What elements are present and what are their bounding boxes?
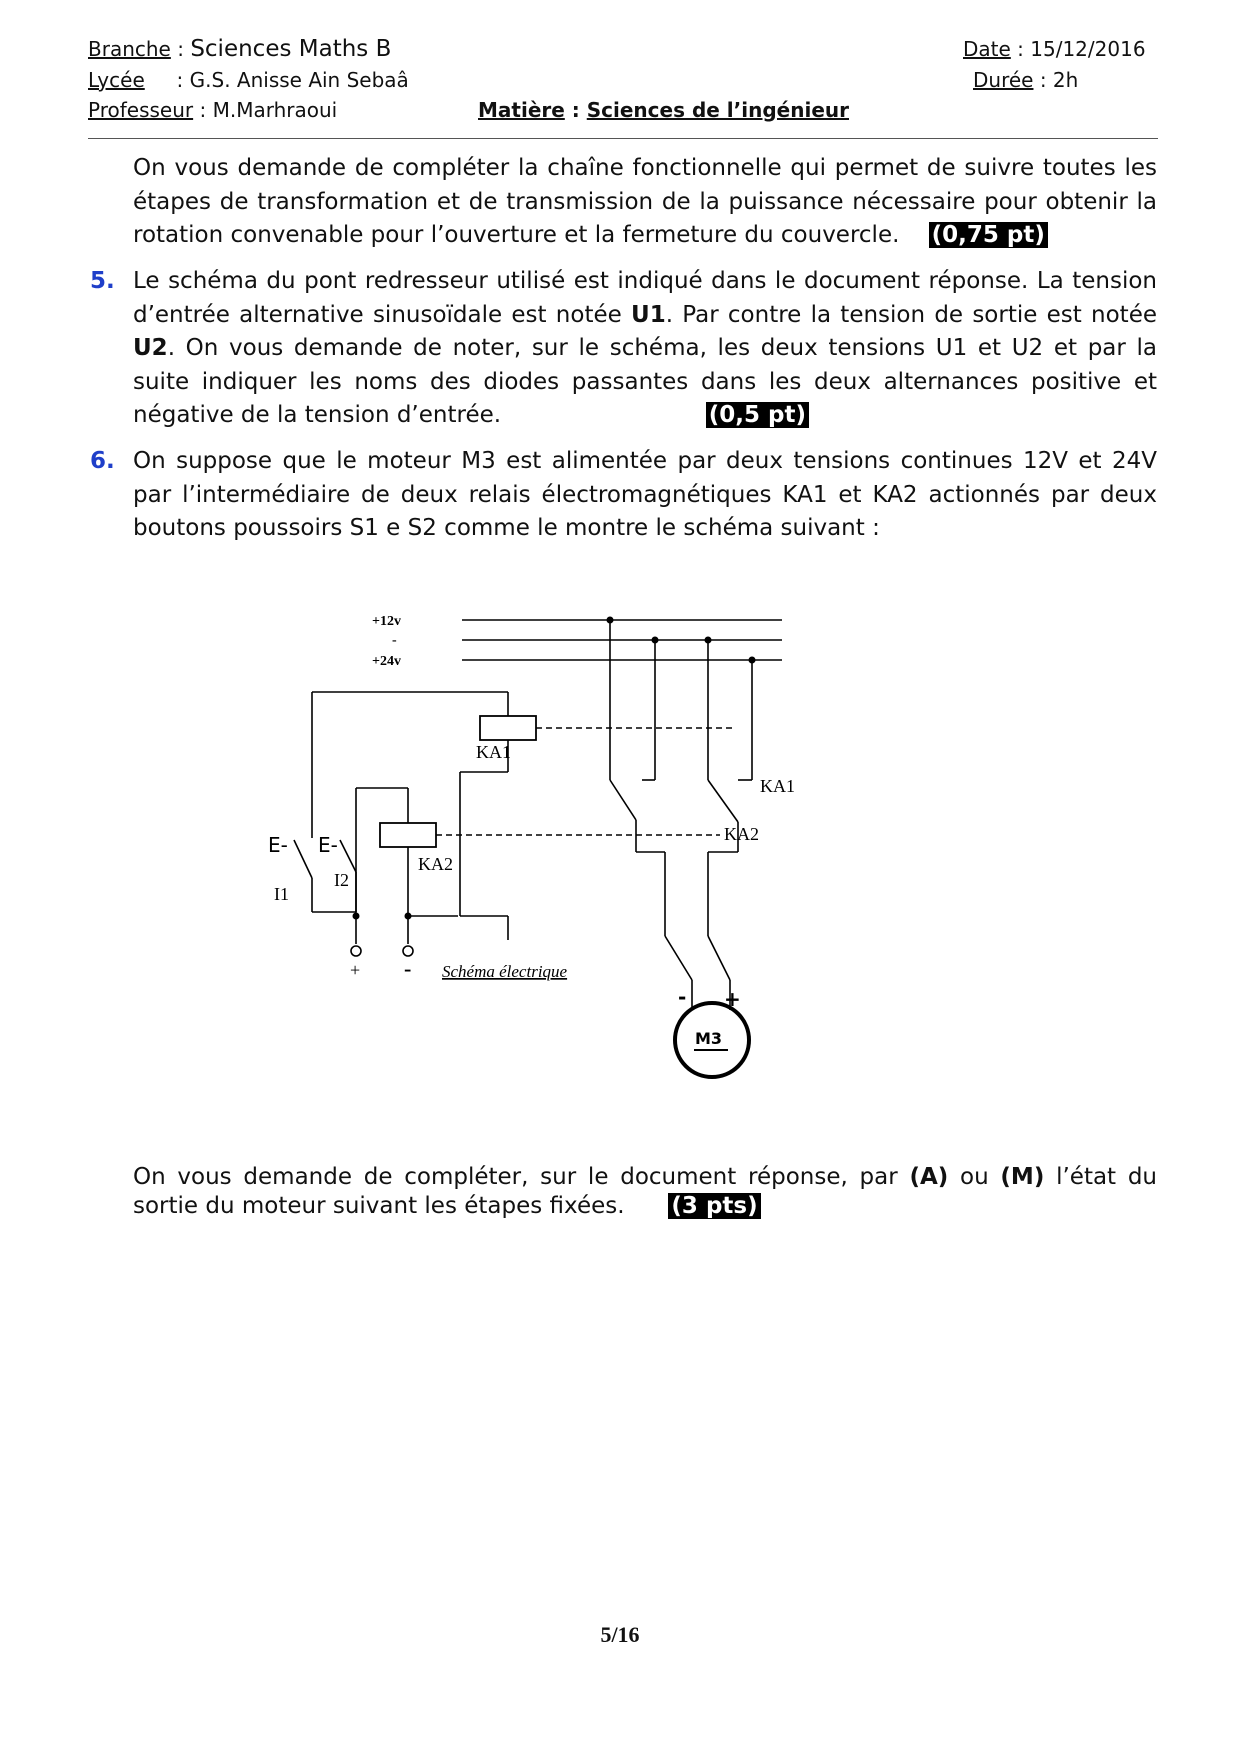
lycee-value: G.S. Anisse Ain Sebaâ <box>189 68 409 92</box>
u1-label: U1 <box>631 301 666 328</box>
ka2-coil <box>380 823 436 847</box>
ka1-coil <box>480 716 536 740</box>
terminal-minus <box>403 946 413 956</box>
professeur-value: M.Marhraoui <box>212 98 338 122</box>
schematic-svg <box>268 600 850 1120</box>
switch-i2-label: I2 <box>334 870 349 890</box>
lycee-label: Lycée <box>88 68 145 92</box>
branche-value: Sciences Maths B <box>190 36 392 62</box>
rail-12v-label: +12v <box>372 614 401 629</box>
professeur-label: Professeur <box>88 98 194 122</box>
electrical-schematic <box>268 600 850 1120</box>
duree-value: 2h <box>1052 68 1079 92</box>
motor-label: M3 <box>695 1029 723 1048</box>
intro-points-badge: (0,75 pt) <box>929 222 1048 248</box>
ka1-contact-blade-1 <box>610 780 636 820</box>
header-branche: Branche : Sciences Maths B <box>88 36 392 62</box>
header-duree: Durée : 2h <box>973 68 1079 92</box>
ka1-contact-blade-2 <box>708 780 738 822</box>
u2-label: U2 <box>133 335 168 361</box>
motor-plus-label: + <box>724 987 741 1011</box>
rail-24v-label: +24v <box>372 654 401 669</box>
header-lycee: Lycée : G.S. Anisse Ain Sebaâ <box>88 68 409 92</box>
terminal-plus <box>351 946 361 956</box>
question-5-number: 5. <box>90 268 115 294</box>
header-date: Date : 15/12/2016 <box>963 37 1146 61</box>
ka2-contact-blade-1 <box>665 936 692 980</box>
branche-label: Branche <box>88 37 171 61</box>
conclusion-paragraph: On vous demande de compléter, sur le document réponse, par (A) ou (M) l’état du sortie du moteur suivant les étapes fixées. (3 pts) <box>133 1164 1157 1219</box>
conclusion-points-badge: (3 pts) <box>668 1193 760 1219</box>
question-5-text: Le schéma du pont redresseur utilisé est indiqué dans le document réponse. La tension d’entrée alternative sinusoïdale est notée U1. Par contre la tension de sortie est notée U2. On vous demande de noter, sur le schéma, les deux tensions U1 et U2 et par la suite indiquer les noms des diodes passantes dans les deux alternances positive et négative de la tension d’entrée. (0,5 pt) <box>133 268 1157 428</box>
matiere-value: Sciences de l’ingénieur <box>586 98 849 122</box>
date-label: Date <box>963 37 1011 61</box>
pushbutton-i2-head: E- <box>318 833 338 857</box>
rail-minus-label: - <box>392 633 397 648</box>
schematic-caption: Schéma électrique <box>442 962 568 981</box>
terminal-minus-label: - <box>404 956 412 981</box>
intro-text: On vous demande de compléter la chaîne fonctionnelle qui permet de suivre toutes les étapes de transformation et de transmission de la puissance nécessaire pour obtenir la rotation convenable pour l’ouverture et la fermeture du couvercle. <box>133 155 1157 248</box>
ka2-contact-blade-2 <box>708 936 730 980</box>
ka1-contact-label: KA1 <box>760 776 795 796</box>
question-5-points-badge: (0,5 pt) <box>706 402 809 428</box>
question-6-text: On suppose que le moteur M3 est alimentée par deux tensions continues 12V et 24V par l’intermédiaire de deux relais électromagnétiques KA1 et KA2 actionnés par deux boutons poussoirs S1 e S2 comme le montre le schéma suivant : <box>133 448 1157 541</box>
ka1-coil-label: KA1 <box>476 742 511 762</box>
ka2-contact-label: KA2 <box>724 824 759 844</box>
duree-label: Durée <box>973 68 1034 92</box>
header-professeur: Professeur : M.Marhraoui <box>88 98 338 122</box>
ka2-coil-label: KA2 <box>418 854 453 874</box>
pushbutton-i1-head: E- <box>268 833 288 857</box>
terminal-plus-label: + <box>350 960 361 980</box>
pushbutton-i1-blade <box>294 840 312 878</box>
date-value: 15/12/2016 <box>1030 37 1146 61</box>
intro-paragraph <box>133 152 1157 253</box>
switch-i1-label: I1 <box>274 884 289 904</box>
motor-minus-label: - <box>678 985 687 1009</box>
pushbutton-i2-blade <box>340 840 356 872</box>
header-matiere: Matière : Sciences de l’ingénieur <box>478 98 849 122</box>
page-number: 5/16 <box>600 1622 640 1647</box>
question-6-number: 6. <box>90 448 115 474</box>
header-divider <box>88 138 1158 139</box>
matiere-label: Matière <box>478 98 565 122</box>
